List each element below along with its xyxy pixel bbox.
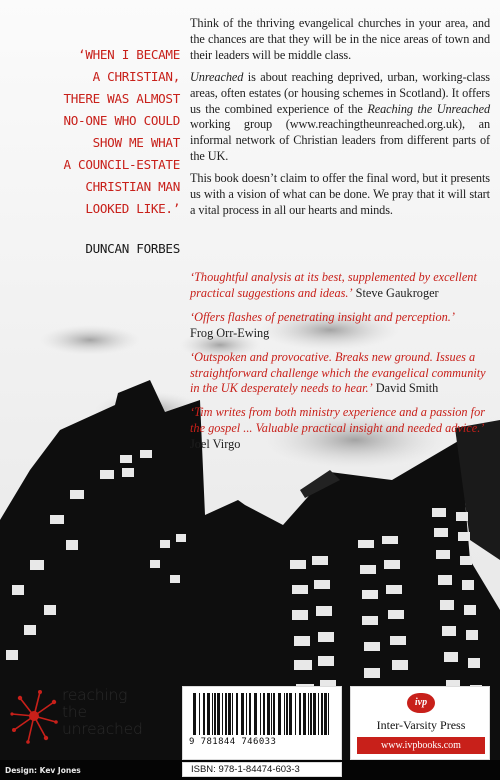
window-light bbox=[6, 650, 18, 660]
window-light bbox=[466, 630, 478, 640]
publisher-name: Inter-Varsity Press bbox=[376, 718, 466, 732]
pull-quote-line: CHRISTIAN MAN bbox=[85, 179, 180, 194]
window-light bbox=[436, 550, 450, 559]
endorsement-quote: ‘Tim writes from both ministry experience and a passion for the gospel ... Valuable practical insight and needed advice.’ bbox=[190, 405, 485, 436]
window-light bbox=[364, 642, 380, 651]
window-light bbox=[294, 636, 310, 646]
barcode-bars-icon bbox=[189, 693, 337, 737]
endorsement bbox=[190, 270, 490, 302]
barcode-bar bbox=[267, 693, 270, 735]
publisher-url: www.ivpbooks.com bbox=[357, 737, 485, 754]
window-light bbox=[66, 540, 78, 550]
barcode-bar bbox=[278, 693, 281, 735]
window-light bbox=[388, 610, 404, 619]
window-light bbox=[294, 660, 312, 670]
barcode-bar bbox=[199, 693, 200, 735]
pull-quote-line: A COUNCIL-ESTATE bbox=[63, 157, 180, 172]
endorsement bbox=[190, 350, 490, 398]
pull-quote bbox=[22, 44, 180, 220]
window-light bbox=[100, 470, 114, 479]
book-title: Unreached bbox=[190, 69, 244, 84]
pull-quote-line: NO-ONE WHO COULD bbox=[63, 113, 180, 128]
window-light bbox=[458, 532, 470, 541]
window-light bbox=[24, 625, 36, 635]
window-light bbox=[318, 632, 334, 642]
description-paragraph: This book doesn’t claim to offer the final word, but it presents us with a vision of what can be done. We pray that it will start a vital process in all our hearts and minds. bbox=[190, 171, 490, 217]
pull-quote-author: DUNCAN FORBES bbox=[85, 241, 180, 256]
pull-quote-line: ‘WHEN I BECAME bbox=[78, 47, 180, 62]
window-light bbox=[434, 528, 448, 537]
window-light bbox=[316, 606, 332, 616]
splat-logo-icon bbox=[10, 686, 58, 744]
endorsement-quote: ‘Thoughtful analysis at its best, supplemented by excellent practical suggestions and ideas.’ bbox=[190, 270, 477, 300]
barcode-bar bbox=[324, 693, 327, 735]
barcode-bar bbox=[310, 693, 312, 735]
endorsement-author: Frog Orr-Ewing bbox=[190, 325, 270, 340]
window-light bbox=[462, 580, 474, 590]
window-light bbox=[390, 636, 406, 645]
window-light bbox=[150, 560, 160, 568]
barcode-bar bbox=[232, 693, 233, 735]
publisher-block bbox=[350, 686, 490, 760]
window-light bbox=[314, 580, 330, 589]
logo-text-line: reaching bbox=[62, 686, 128, 704]
window-light bbox=[460, 556, 472, 565]
window-light bbox=[360, 565, 376, 574]
window-light bbox=[456, 512, 468, 521]
endorsement bbox=[190, 310, 490, 342]
book-description bbox=[190, 16, 490, 225]
window-light bbox=[70, 490, 84, 499]
ivp-logo: ivp bbox=[407, 693, 435, 713]
window-light bbox=[44, 605, 56, 615]
barcode-bar bbox=[207, 693, 210, 735]
window-light bbox=[160, 540, 170, 548]
window-light bbox=[30, 560, 44, 570]
barcode-bar bbox=[249, 693, 251, 735]
barcode-bar bbox=[286, 693, 288, 735]
barcode-bar bbox=[236, 693, 238, 735]
window-light bbox=[358, 540, 374, 548]
barcode-bar bbox=[203, 693, 205, 735]
endorsement-author: David Smith bbox=[372, 381, 439, 396]
barcode-bar bbox=[313, 693, 316, 735]
barcode-bar bbox=[214, 693, 216, 735]
pull-quote-line: THERE WAS ALMOST bbox=[63, 91, 180, 106]
barcode-bar bbox=[328, 693, 329, 735]
window-light bbox=[384, 560, 400, 569]
barcode-bar bbox=[241, 693, 244, 735]
barcode-bar bbox=[273, 693, 275, 735]
endorsement bbox=[190, 405, 490, 453]
barcode-bar bbox=[318, 693, 319, 735]
barcode-bar bbox=[260, 693, 261, 735]
reaching-the-unreached-logo bbox=[62, 687, 172, 738]
barcode-bar bbox=[222, 693, 223, 735]
pull-quote-line: LOOKED LIKE.’ bbox=[85, 201, 180, 216]
window-light bbox=[290, 560, 306, 569]
barcode-bar bbox=[308, 693, 309, 735]
barcode-bar bbox=[212, 693, 213, 735]
window-light bbox=[392, 660, 408, 670]
endorsement-quote: ‘Offers flashes of penetrating insight and perception.’ bbox=[190, 309, 455, 324]
window-light bbox=[364, 668, 380, 678]
barcode-bar bbox=[295, 693, 296, 735]
endorsement-author: Joel Virgo bbox=[190, 437, 241, 452]
window-light bbox=[438, 575, 452, 585]
description-paragraph: Think of the thriving evangelical churches in your area, and the chances are that they will be in the nice areas of town and their leaders will be middle class. bbox=[190, 16, 490, 62]
logo-text-line: the bbox=[62, 703, 87, 721]
window-light bbox=[12, 585, 24, 595]
group-name: Reaching the Unreached bbox=[367, 101, 490, 116]
barcode bbox=[182, 686, 342, 760]
window-light bbox=[292, 610, 308, 620]
window-light bbox=[318, 656, 334, 666]
barcode-bar bbox=[228, 693, 231, 735]
window-light bbox=[444, 652, 458, 662]
barcode-bar bbox=[225, 693, 227, 735]
barcode-bar bbox=[299, 693, 301, 735]
logo-text-line: unreached bbox=[62, 720, 143, 738]
window-light bbox=[386, 585, 402, 594]
window-light bbox=[432, 508, 446, 517]
window-light bbox=[292, 585, 308, 594]
barcode-bar bbox=[246, 693, 247, 735]
barcode-bar bbox=[284, 693, 285, 735]
barcode-bar bbox=[271, 693, 272, 735]
window-light bbox=[442, 626, 456, 636]
barcode-bar bbox=[217, 693, 220, 735]
window-light bbox=[176, 534, 186, 542]
barcode-bar bbox=[289, 693, 292, 735]
pull-quote-line: SHOW ME WHAT bbox=[92, 135, 180, 150]
window-light bbox=[382, 536, 398, 544]
design-credit: Design: Kev Jones bbox=[5, 766, 81, 775]
window-light bbox=[362, 616, 378, 625]
description-text: working group (www.reachingtheunreached.org.uk), an informal network of Christian leaders from different parts of the UK. bbox=[190, 117, 490, 164]
barcode-bar bbox=[303, 693, 306, 735]
window-light bbox=[120, 455, 132, 463]
barcode-bar bbox=[263, 693, 265, 735]
barcode-digits: 9 781844 746033 bbox=[189, 737, 277, 747]
window-light bbox=[50, 515, 64, 524]
description-paragraph bbox=[190, 70, 490, 165]
endorsement-quote: ‘Outspoken and provocative. Breaks new ground. Issues a straightforward challenge which the evangelical community in the UK desperately needs to hear.’ bbox=[190, 349, 486, 396]
endorsements bbox=[190, 270, 490, 461]
window-light bbox=[362, 590, 378, 599]
barcode-bar bbox=[193, 693, 196, 735]
window-light bbox=[468, 658, 480, 668]
window-light bbox=[140, 450, 152, 458]
window-light bbox=[464, 605, 476, 615]
barcode-bar bbox=[254, 693, 257, 735]
window-light bbox=[170, 575, 180, 583]
barcode-bar bbox=[321, 693, 323, 735]
window-light bbox=[440, 600, 454, 610]
window-light bbox=[312, 556, 328, 565]
window-light bbox=[122, 468, 134, 477]
isbn-label: ISBN: 978-1-84474-603-3 bbox=[182, 762, 342, 777]
pull-quote-line: A CHRISTIAN, bbox=[92, 69, 180, 84]
endorsement-author: Steve Gaukroger bbox=[352, 285, 439, 300]
description-text: is about reaching deprived, urban, working-class areas, often estates (or housing schemes in Scotland). It offers us the combined experience of the bbox=[190, 69, 490, 116]
